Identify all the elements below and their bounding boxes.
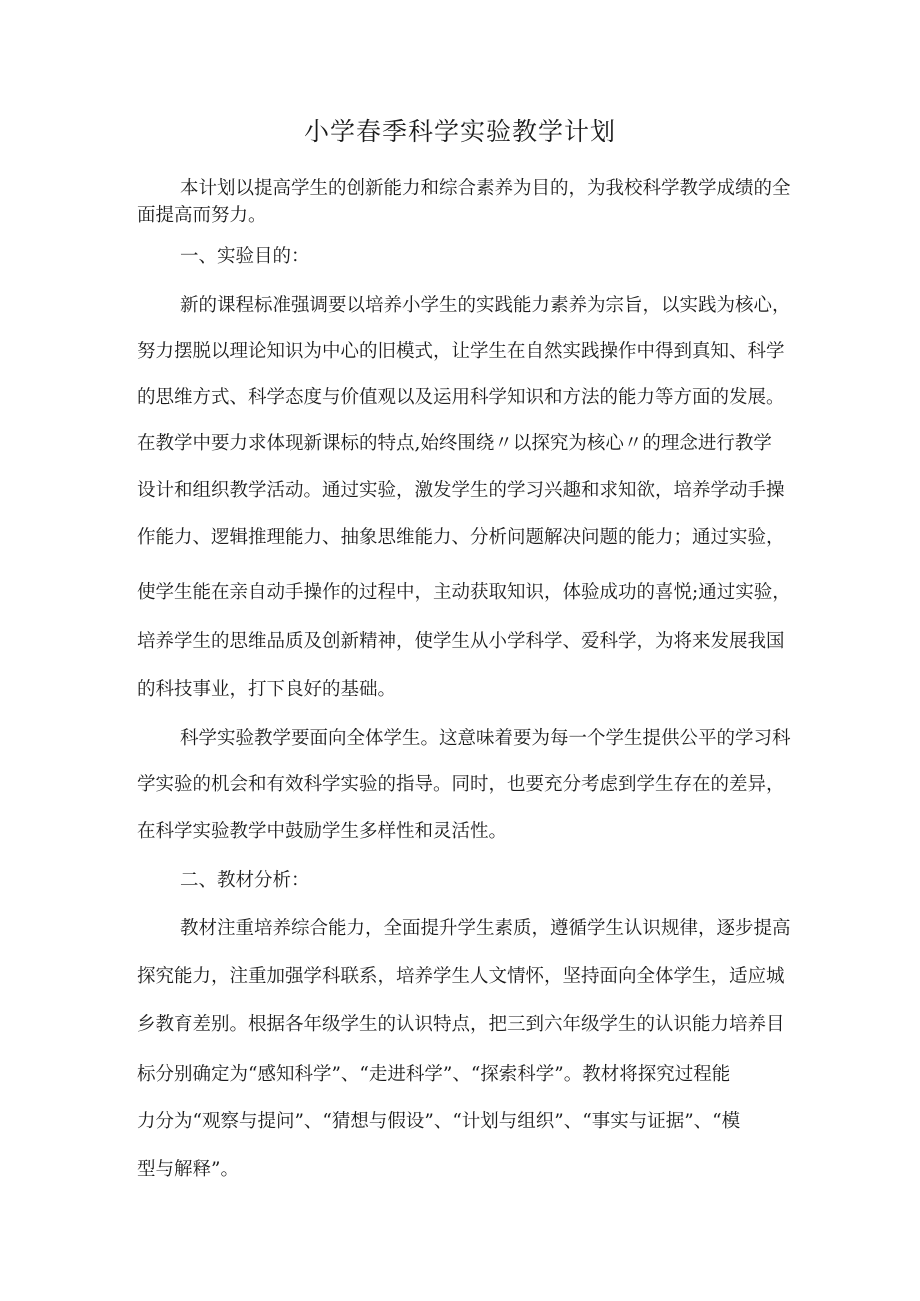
intro-line: 本计划以提高学生的创新能力和综合素养为目的，为我校科学教学成绩的全 [180, 178, 791, 199]
paragraph-line: 作能力、逻辑推理能力、抽象思维能力、分析问题解决问题的能力；通过实验， [137, 527, 785, 548]
paragraph-line: 使学生能在亲自动手操作的过程中，主动获取知识，体验成功的喜悦;通过实验， [137, 582, 791, 603]
paragraph-line: 教材注重培养综合能力，全面提升学生素质，遵循学生认识规律，逐步提高 [180, 918, 791, 939]
paragraph-line: 科学实验教学要面向全体学生。这意味着要为每一个学生提供公平的学习科 [180, 728, 791, 749]
paragraph-line: 在教学中要力求体现新课标的特点,始终围绕〃以探究为核心〃的理念进行教学 [137, 433, 772, 454]
section-heading: 一、实验目的： [180, 246, 310, 267]
paragraph-line: 力分为“观察与提问”、“猜想与假设”、“计划与组织”、“事实与证据”、“模 [137, 1111, 741, 1132]
paragraph-line: 型与解释”。 [137, 1159, 239, 1180]
paragraph-line: 努力摆脱以理论知识为中心的旧模式，让学生在自然实践操作中得到真知、科学 [137, 341, 785, 362]
paragraph-line: 的思维方式、科学态度与价值观以及运用科学知识和方法的能力等方面的发展。 [137, 387, 785, 408]
paragraph-line: 设计和组织教学活动。通过实验，激发学生的学习兴趣和求知欲，培养学动手操 [137, 480, 785, 501]
paragraph-line: 标分别确定为“感知科学”、“走进科学”、“探索科学”。教材将探究过程能 [137, 1064, 731, 1085]
paragraph-line: 在科学实验教学中鼓励学生多样性和灵活性。 [137, 821, 508, 842]
paragraph-line: 培养学生的思维品质及创新精神，使学生从小学科学、爱科学，为将来发展我国 [137, 631, 785, 652]
paragraph-line: 的科技事业，打下良好的基础。 [137, 679, 397, 700]
document-title: 小学春季科学实验教学计划 [303, 117, 616, 146]
paragraph-line: 探究能力，注重加强学科联系，培养学生人文情怀，坚持面向全体学生，适应城 [137, 966, 785, 987]
paragraph-line: 学实验的机会和有效科学实验的指导。同时，也要充分考虑到学生存在的差异， [137, 774, 785, 795]
section-heading: 二、教材分析： [180, 870, 310, 891]
paragraph-line: 乡教育差别。根据各年级学生的认识特点，把三到六年级学生的认识能力培养目 [137, 1014, 785, 1035]
intro-line: 面提高而努力。 [137, 205, 267, 226]
paragraph-line: 新的课程标准强调要以培养小学生的实践能力素养为宗旨，以实践为核心， [180, 295, 791, 316]
